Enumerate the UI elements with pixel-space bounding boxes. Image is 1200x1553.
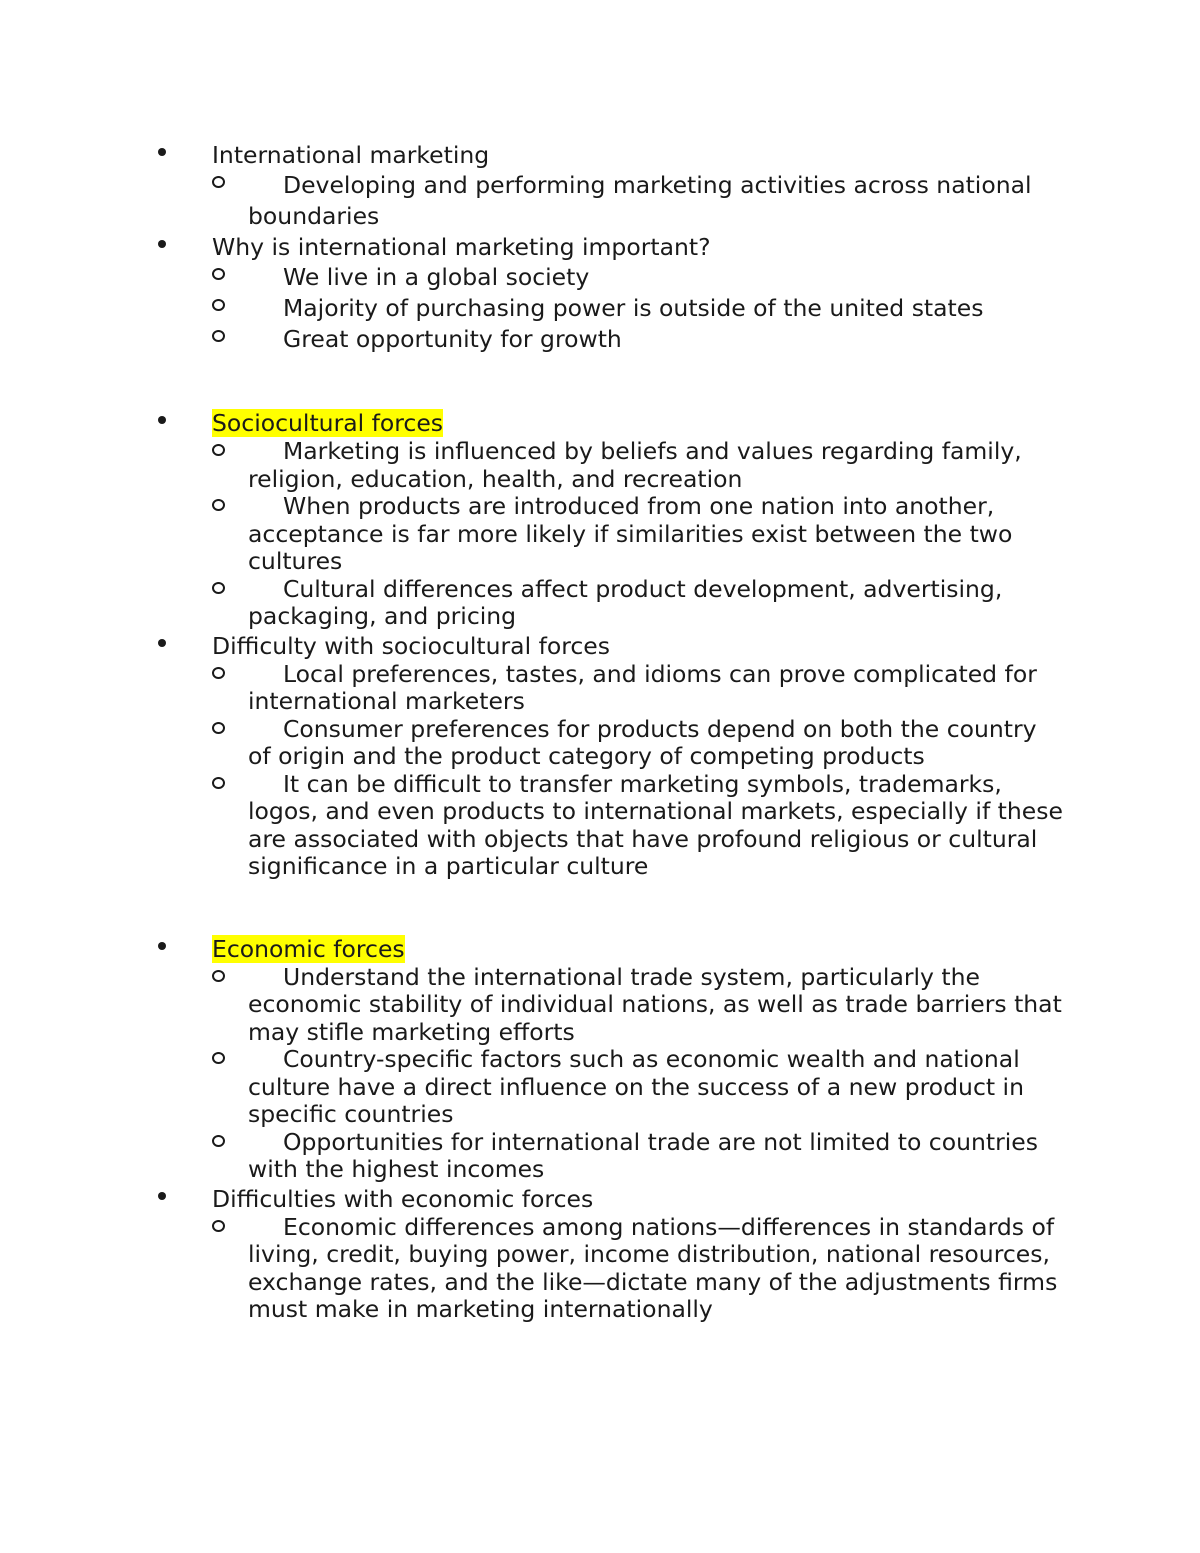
highlighted-text: Economic forces xyxy=(212,934,405,963)
sub-bullet-text: Understand the international trade system, particularly the economic stability of individual nations, as well as trade barriers that may stifle marketing efforts xyxy=(248,962,1062,1046)
outline-section xyxy=(0,934,1200,1324)
section-spacer xyxy=(0,355,1200,408)
sub-bullet-text: We live in a global society xyxy=(283,263,590,291)
circle-bullet-icon xyxy=(212,176,225,188)
circle-bullet-icon xyxy=(212,299,225,311)
bullet-disc-icon xyxy=(158,240,166,248)
sub-bullet-item xyxy=(0,324,1200,355)
bullet-text xyxy=(212,232,1200,262)
bullet-disc-icon xyxy=(158,148,166,156)
circle-bullet-icon xyxy=(212,1220,225,1232)
circle-bullet-icon xyxy=(212,330,225,342)
highlighted-text: Sociocultural forces xyxy=(212,409,444,437)
text-run: Difficulties with economic forces xyxy=(212,1184,594,1213)
bullet-item xyxy=(0,631,1200,661)
sub-bullet-text: Economic differences among nations—differences in standards of living, credit, buying power, income distribution, national resources, exchange rates, and the like—dictate many of the adjustments firms must make in marketing internationally xyxy=(248,1212,1058,1323)
bullet-text xyxy=(212,934,1200,964)
sub-bullet-item xyxy=(0,771,1200,881)
sub-bullet-item xyxy=(0,716,1200,771)
sub-bullet-item xyxy=(0,262,1200,293)
sub-bullet-item xyxy=(0,1129,1200,1184)
bullet-disc-icon xyxy=(158,1192,166,1200)
section-heading xyxy=(0,934,1200,964)
circle-bullet-icon xyxy=(212,970,225,982)
sub-bullet-item xyxy=(0,293,1200,324)
sub-bullet-text: Local preferences, tastes, and idioms can prove complicated for international marketers xyxy=(248,659,1037,715)
sub-bullet-item xyxy=(0,661,1200,716)
sub-bullet-text: Country-specific factors such as economic wealth and national culture have a direct influence on the success of a new product in specific countries xyxy=(248,1045,1024,1128)
bullet-item xyxy=(0,232,1200,262)
sub-bullet-text: Majority of purchasing power is outside of the united states xyxy=(283,294,984,322)
bullet-disc-icon xyxy=(158,416,166,424)
circle-bullet-icon xyxy=(212,1052,225,1064)
sub-bullet-text: Marketing is influenced by beliefs and values regarding family, religion, education, health, and recreation xyxy=(248,437,1022,493)
sub-bullet-item xyxy=(0,170,1200,232)
document-body xyxy=(0,140,1200,1324)
sub-bullet-text: Great opportunity for growth xyxy=(283,325,622,353)
sub-bullet-item xyxy=(0,576,1200,631)
bullet-item xyxy=(0,140,1200,170)
sub-bullet-item xyxy=(0,1214,1200,1324)
text-run: Difficulty with sociocultural forces xyxy=(212,631,610,660)
bullet-text xyxy=(212,1184,1200,1214)
text-run: International marketing xyxy=(212,141,490,169)
bullet-text xyxy=(212,631,1200,661)
sub-bullet-text: Consumer preferences for products depend on both the country of origin and the product category of competing products xyxy=(248,714,1037,770)
section-heading xyxy=(0,408,1200,438)
circle-bullet-icon xyxy=(212,667,225,679)
sub-bullet-text: When products are introduced from one nation into another, acceptance is far more likely if similarities exist between the two cultures xyxy=(248,492,1013,575)
outline-section xyxy=(0,408,1200,881)
sub-bullet-text: Cultural differences affect product development, advertising, packaging, and pricing xyxy=(248,574,1003,630)
outline-section xyxy=(0,140,1200,355)
sub-bullet-item xyxy=(0,1046,1200,1129)
section-spacer xyxy=(0,881,1200,934)
sub-bullet-item xyxy=(0,438,1200,493)
bullet-disc-icon xyxy=(158,942,166,950)
circle-bullet-icon xyxy=(212,499,225,511)
bullet-disc-icon xyxy=(158,639,166,647)
sub-bullet-item xyxy=(0,964,1200,1047)
circle-bullet-icon xyxy=(212,722,225,734)
bullet-text xyxy=(212,408,1200,438)
circle-bullet-icon xyxy=(212,1135,225,1147)
text-run: Why is international marketing important? xyxy=(212,233,711,261)
sub-bullet-text: Developing and performing marketing activities across national boundaries xyxy=(248,171,1032,230)
sub-bullet-item xyxy=(0,493,1200,576)
sub-bullet-text: It can be difficult to transfer marketing symbols, trademarks, logos, and even products to international markets, especially if these are associated with objects that have profound religious or cultural significance in a particular culture xyxy=(248,769,1063,880)
circle-bullet-icon xyxy=(212,444,225,456)
circle-bullet-icon xyxy=(212,582,225,594)
sub-bullet-text: Opportunities for international trade are not limited to countries with the highest incomes xyxy=(248,1127,1038,1183)
bullet-text xyxy=(212,140,1200,170)
bullet-item xyxy=(0,1184,1200,1214)
circle-bullet-icon xyxy=(212,777,225,789)
circle-bullet-icon xyxy=(212,268,225,280)
